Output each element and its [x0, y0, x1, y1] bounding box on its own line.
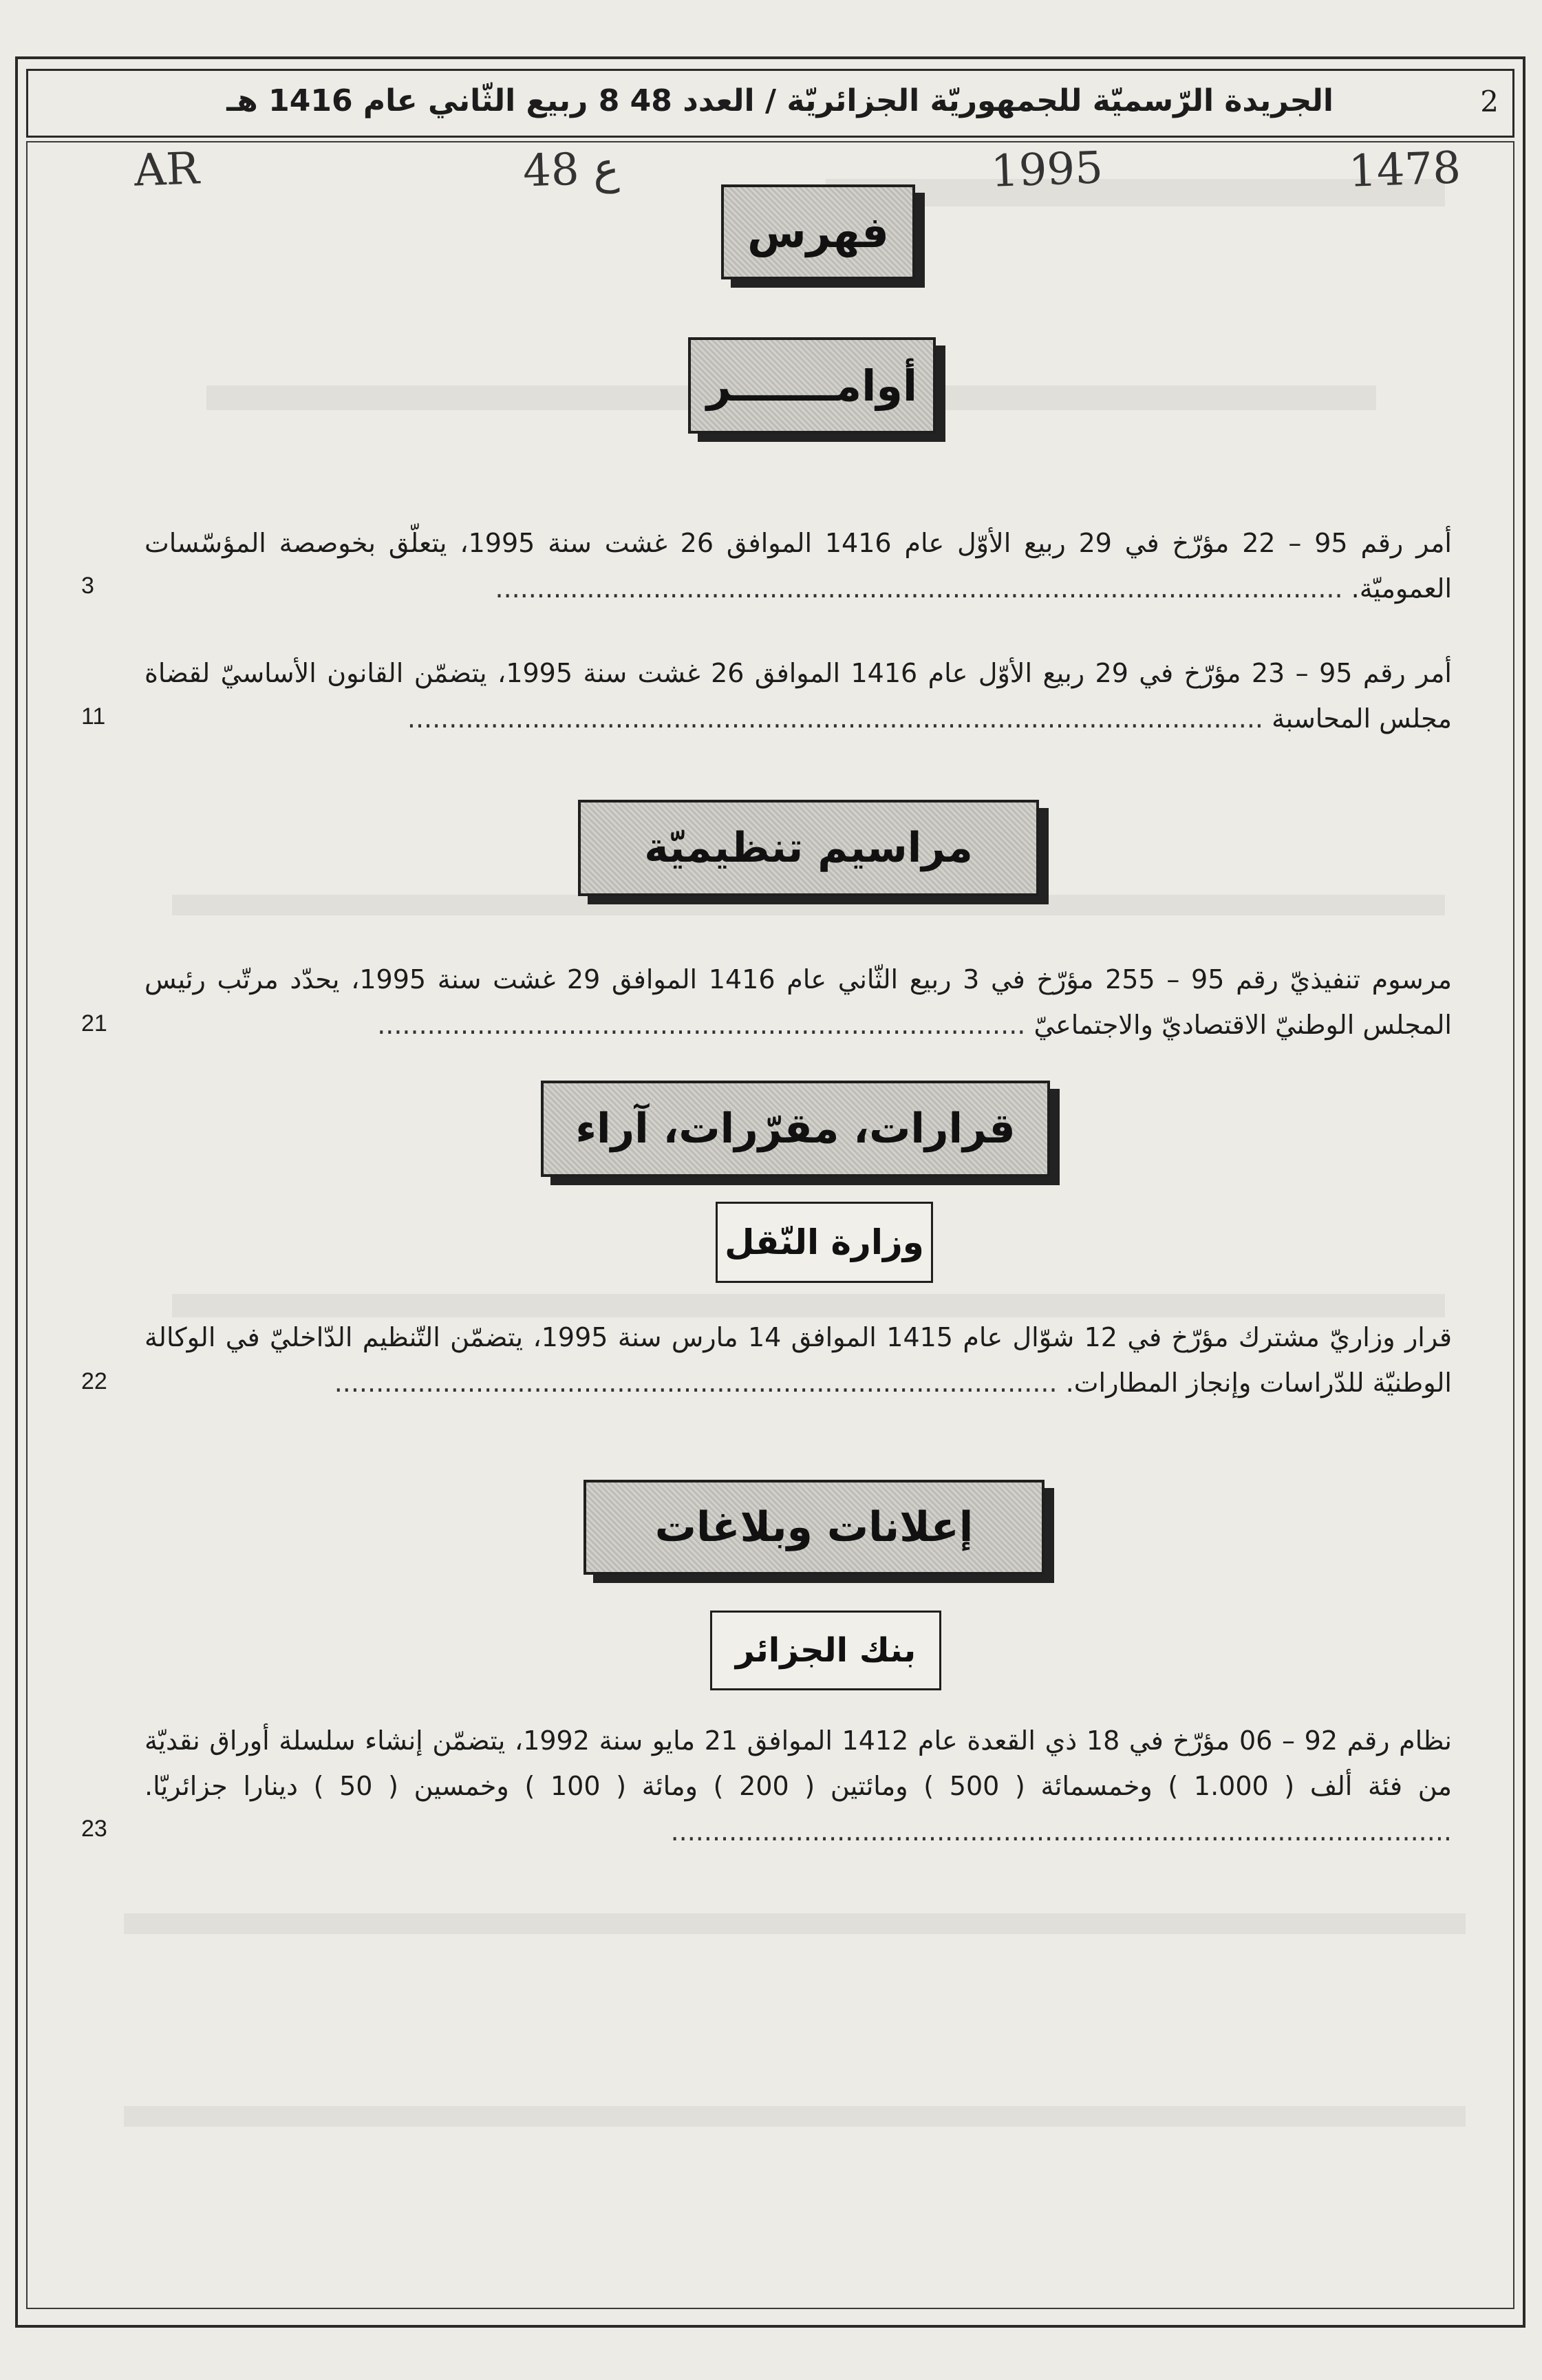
subsection-bank-algeria: بنك الجزائر	[710, 1611, 941, 1690]
toc-entry-text: نظام رقم 92 – 06 مؤرّخ في 18 ذي القعدة عام 1412 الموافق 21 مايو سنة 1992، يتضمّن إنشاء سلسلة أوراق نقديّة من فئة ألف ( 1.000 ) وخمسمائة ( 500 ) ومائتين ( 200 ) ومائة ( 100 ) وخمسين ( 50 ) دينارا جزائريّا.	[144, 1725, 1453, 1801]
toc-entry[interactable]	[144, 650, 1452, 741]
section-title-announcements: إعلانات وبلاغات	[583, 1480, 1045, 1575]
toc-page-number: 22	[81, 1368, 107, 1394]
section-title-decrees: مراسيم تنظيميّة	[578, 800, 1039, 896]
leader-dots: ..............................................................................	[377, 1010, 1026, 1040]
page-number: 2	[1480, 85, 1499, 118]
toc-entry[interactable]	[144, 1718, 1452, 1854]
leader-dots: .......................................................................................	[334, 1368, 1058, 1398]
handwritten-note: 1478	[1347, 142, 1462, 198]
gazette-title: الجريدة الرّسميّة للجمهوريّة الجزائريّة / العدد 48 8 ربيع الثّاني عام 1416 هـ	[226, 83, 1334, 118]
section-title-ordinances: أوامـــــــر	[688, 337, 936, 434]
handwritten-note: AR	[133, 143, 200, 197]
section-title-index: فهرس	[721, 184, 915, 279]
toc-page-number: 21	[81, 1010, 107, 1037]
leader-dots: ..............................................................................................	[670, 1816, 1452, 1847]
leader-dots: ......................................................................................................	[495, 573, 1343, 604]
toc-entry[interactable]	[144, 957, 1452, 1048]
toc-page-number: 11	[81, 703, 106, 730]
handwritten-note: 48 ع	[522, 142, 621, 198]
page-header	[26, 69, 1514, 138]
toc-page-number: 3	[81, 573, 94, 599]
handwritten-note: 1995	[989, 142, 1104, 198]
toc-entry-text: أمر رقم 95 – 23 مؤرّخ في 29 ربيع الأوّل عام 1416 الموافق 26 غشت سنة 1995، يتضمّن القانون الأساسيّ لقضاة مجلس المحاسبة	[144, 658, 1452, 734]
toc-entry-text: مرسوم تنفيذيّ رقم 95 – 255 مؤرّخ في 3 ربيع الثّاني عام 1416 الموافق 29 غشت سنة 1995، يحدّد مرتّب رئيس المجلس الوطنيّ الاقتصاديّ والاجتماعيّ	[144, 964, 1452, 1040]
section-title-decisions: قرارات، مقرّرات، آراء	[541, 1081, 1050, 1177]
toc-entry-text: أمر رقم 95 – 22 مؤرّخ في 29 ربيع الأوّل عام 1416 الموافق 26 غشت سنة 1995، يتعلّق بخوصصة المؤسّسات العموميّة.	[144, 528, 1452, 604]
toc-entry[interactable]	[144, 1315, 1452, 1405]
leader-dots: .......................................................................................................	[407, 703, 1264, 734]
toc-page-number: 23	[81, 1816, 107, 1842]
subsection-ministry-transport: وزارة النّقل	[716, 1202, 933, 1283]
toc-entry-text: قرار وزاريّ مشترك مؤرّخ في 12 شوّال عام 1415 الموافق 14 مارس سنة 1995، يتضمّن التّنظيم الدّاخليّ في الوكالة الوطنيّة للدّراسات وإنجاز المطارات.	[144, 1322, 1452, 1398]
toc-entry[interactable]	[144, 520, 1452, 611]
